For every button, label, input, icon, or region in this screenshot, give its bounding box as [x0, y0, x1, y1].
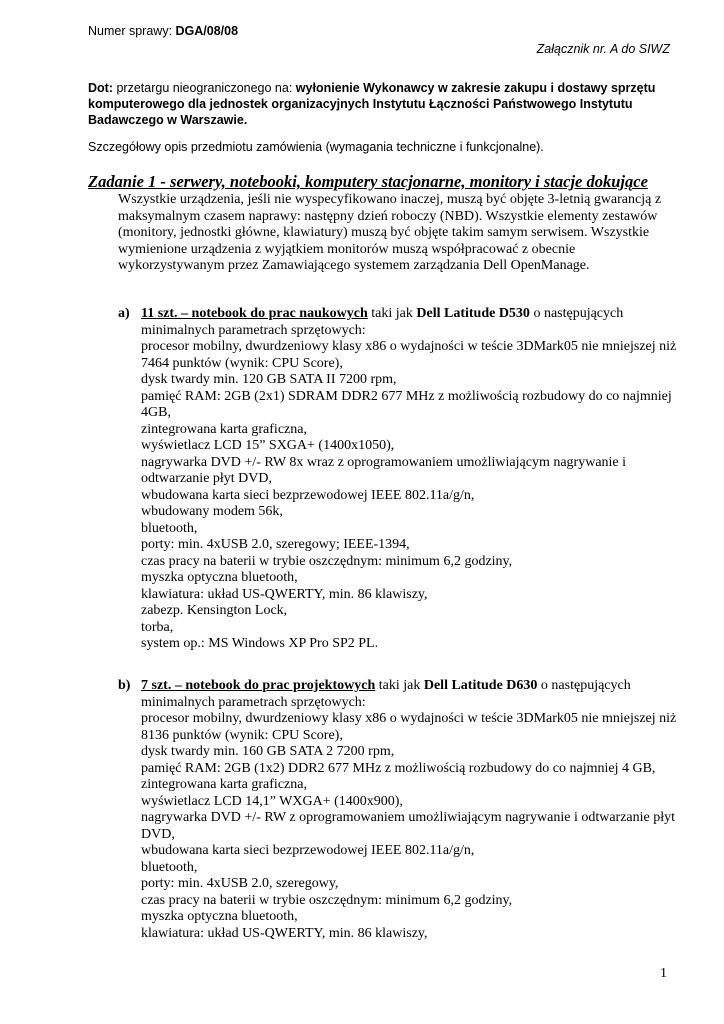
spec-list — [118, 711, 678, 942]
spec-line: pamięć RAM: 2GB (2x1) SDRAM DDR2 677 MHz z możliwością rozbudowy do co najmniej 4GB, — [141, 388, 672, 420]
spec-line: wyświetlacz LCD 15” SXGA+ (1400x1050), — [141, 438, 395, 453]
item-connector: taki jak — [371, 306, 413, 321]
spec-line: klawiatura: układ US-QWERTY, min. 86 klawiszy, — [141, 925, 428, 941]
spec-line: myszka optyczna bluetooth, — [141, 570, 298, 585]
spec-line: wbudowany modem 56k, — [141, 504, 283, 519]
item-model: Dell Latitude D530 — [416, 306, 530, 321]
spec-line: czas pracy na baterii w trybie oszczędnym: minimum 6,2 godziny, — [141, 553, 513, 569]
spec-line: wbudowana karta sieci bezprzewodowej IEEE 802.11a/g/n, — [141, 843, 475, 858]
subject-label: Dot: — [88, 81, 113, 95]
spec-line: system op.: MS Windows XP Pro SP2 PL. — [141, 636, 379, 651]
spec-line: porty: min. 4xUSB 2.0, szeregowy, — [141, 876, 339, 891]
spec-line: bluetooth, — [141, 520, 198, 536]
subject-text: wyłonienie Wykonawcy w zakresie zakupu i dostawy sprzętu komputerowego dla jednostek organizacyjnych Instytutu Łączności Państwowego Instytutu Badawczego w Warszawie. — [88, 81, 656, 127]
spec-line: pamięć RAM: 2GB (1x2) DDR2 677 MHz z możliwością rozbudowy do co najmniej 4 GB, — [141, 760, 656, 776]
spec-line: porty: min. 4xUSB 2.0, szeregowy; IEEE-1394, — [141, 537, 410, 552]
item-suffix: o następujących minimalnych parametrach sprzętowych: — [141, 678, 631, 710]
task-title: Zadanie 1 - serwery, notebooki, komputery stacjonarne, monitory i stacje dokujące — [88, 172, 648, 191]
case-number-value: DGA/08/08 — [175, 24, 239, 38]
spec-line: wyświetlacz LCD 14,1” WXGA+ (1400x900), — [141, 793, 403, 809]
spec-line: nagrywarka DVD +/- RW z oprogramowaniem umożliwiającym nagrywanie i odtwarzanie płyt DVD, — [141, 810, 676, 842]
subject-paragraph — [88, 80, 688, 128]
item-connector: taki jak — [378, 678, 421, 693]
annex-label: Załącznik nr. A do SIWZ — [536, 42, 670, 56]
spec-line: wbudowana karta sieci bezprzewodowej IEEE 802.11a/g/n, — [141, 487, 475, 503]
spec-line: czas pracy na baterii w trybie oszczędnym: minimum 6,2 godziny, — [141, 892, 513, 908]
item-model: Dell Latitude D630 — [423, 678, 538, 693]
item-marker: a) — [118, 306, 130, 321]
item-heading — [118, 306, 678, 339]
spec-line: zabezp. Kensington Lock, — [141, 603, 288, 618]
spec-line: bluetooth, — [141, 859, 198, 875]
item-heading — [118, 678, 678, 711]
spec-line: procesor mobilny, dwurdzeniowy klasy x86 o wydajności w teście 3DMark05 nie mniejszej niż 8136 punktów (wynik: CPU Score), — [141, 711, 677, 743]
spec-line: dysk twardy min. 120 GB SATA II 7200 rpm, — [141, 372, 397, 387]
task-intro: Wszystkie urządzenia, jeśli nie wyspecyfikowano inaczej, muszą być objęte 3-letnią gwarancją z maksymalnym czasem naprawy: następny dzień roboczy (NBD). Wszystkie elementy zestawów (monitory, jednostki główne, klawiatury) muszą być objęte takim samym serwisem. Wszystkie wymienione urządzenia z wyjątkiem monitorów muszą współpracować z obecnie wykorzystywanym przez Zamawiającego systemem zarządzania Dell OpenManage. — [118, 192, 662, 273]
scope-description: Szczegółowy opis przedmiotu zamówienia (wymagania techniczne i funkcjonalne). — [88, 140, 544, 154]
spec-line: myszka optyczna bluetooth, — [141, 909, 298, 924]
page-number: 1 — [660, 966, 667, 981]
spec-line: nagrywarka DVD +/- RW 8x wraz z oprogramowaniem umożliwiającym nagrywanie i odtwarzanie płyt DVD, — [141, 454, 627, 486]
spec-line: procesor mobilny, dwurdzeniowy klasy x86 o wydajności w teście 3DMark05 nie mniejszej niż 7464 punktów (wynik: CPU Score), — [141, 339, 677, 371]
spec-line: klawiatura: układ US-QWERTY, min. 86 klawiszy, — [141, 586, 428, 602]
spec-line: dysk twardy min. 160 GB SATA 2 7200 rpm, — [141, 744, 395, 759]
case-number-label: Numer sprawy: — [88, 24, 173, 38]
subject-prefix: przetargu nieograniczonego na: — [116, 81, 293, 95]
spec-line: torba, — [141, 619, 174, 635]
spec-line: zintegrowana karta graficzna, — [141, 421, 307, 437]
case-number-line — [88, 24, 238, 38]
spec-list — [118, 339, 678, 653]
item-marker: b) — [118, 678, 131, 693]
item-name: 7 szt. – notebook do prac projektowych — [141, 678, 376, 693]
item-a — [118, 306, 678, 653]
item-suffix: o następujących minimalnych parametrach sprzętowych: — [141, 306, 624, 338]
item-name: 11 szt. – notebook do prac naukowych — [141, 306, 368, 321]
item-b — [118, 678, 678, 942]
spec-line: zintegrowana karta graficzna, — [141, 777, 307, 792]
